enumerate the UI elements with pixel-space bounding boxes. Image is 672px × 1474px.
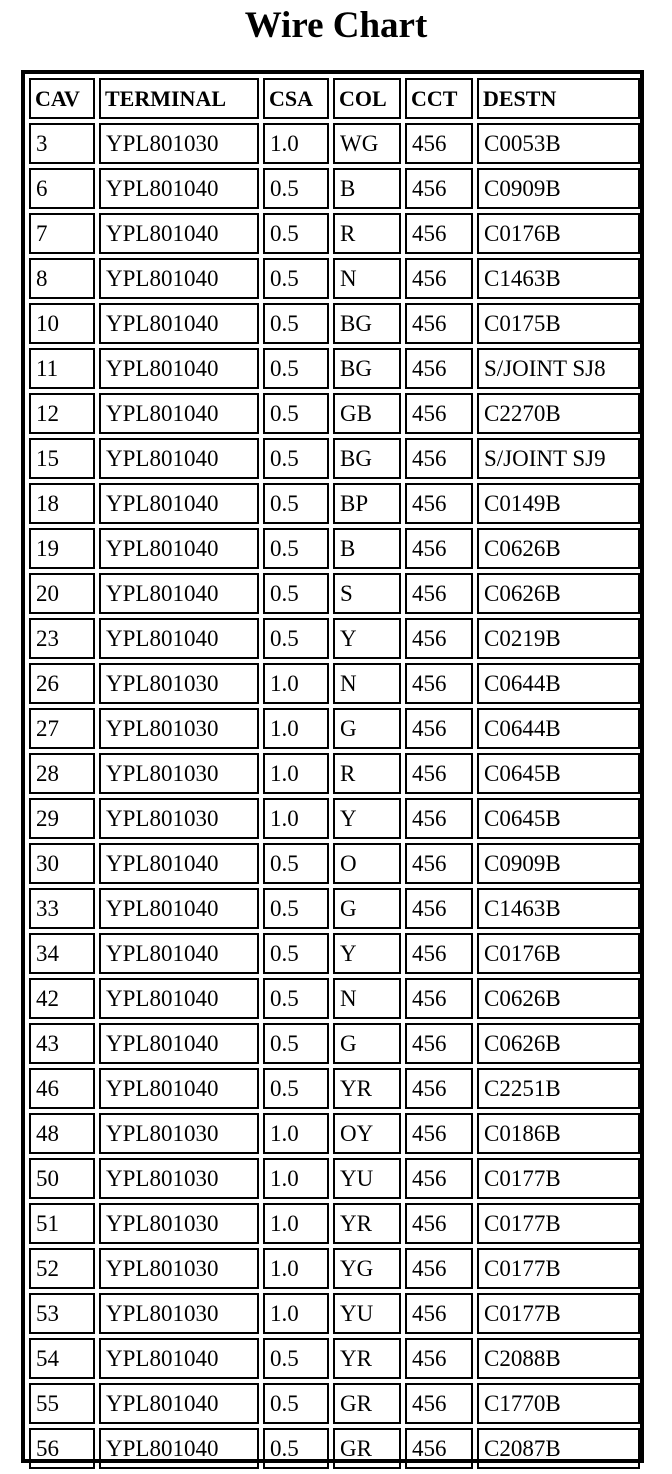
cell-destn: C2251B bbox=[477, 1068, 640, 1109]
cell-cav: 7 bbox=[29, 213, 95, 254]
cell-terminal: YPL801030 bbox=[99, 708, 259, 749]
cell-cav: 54 bbox=[29, 1338, 95, 1379]
table-row bbox=[29, 1113, 640, 1154]
cell-destn: S/JOINT SJ9 bbox=[477, 438, 640, 479]
cell-destn: C0644B bbox=[477, 708, 640, 749]
cell-col: N bbox=[333, 258, 401, 299]
cell-terminal: YPL801040 bbox=[99, 1023, 259, 1064]
cell-cav: 19 bbox=[29, 528, 95, 569]
cell-destn: C0053B bbox=[477, 123, 640, 164]
wire-chart-table bbox=[25, 74, 644, 1473]
cell-col: BG bbox=[333, 348, 401, 389]
cell-csa: 0.5 bbox=[263, 528, 329, 569]
cell-cct: 456 bbox=[405, 1248, 473, 1289]
cell-csa: 0.5 bbox=[263, 888, 329, 929]
table-row bbox=[29, 663, 640, 704]
cell-destn: C0626B bbox=[477, 528, 640, 569]
cell-cct: 456 bbox=[405, 1113, 473, 1154]
cell-destn: C0909B bbox=[477, 168, 640, 209]
cell-terminal: YPL801040 bbox=[99, 573, 259, 614]
cell-cct: 456 bbox=[405, 708, 473, 749]
cell-col: YR bbox=[333, 1338, 401, 1379]
table-row bbox=[29, 618, 640, 659]
cell-terminal: YPL801030 bbox=[99, 753, 259, 794]
cell-col: GR bbox=[333, 1383, 401, 1424]
cell-col: YG bbox=[333, 1248, 401, 1289]
table-row bbox=[29, 348, 640, 389]
cell-destn: C1463B bbox=[477, 888, 640, 929]
wire-chart-table-frame bbox=[21, 70, 644, 1463]
cell-csa: 0.5 bbox=[263, 483, 329, 524]
cell-cav: 48 bbox=[29, 1113, 95, 1154]
column-header-col: COL bbox=[333, 78, 401, 119]
cell-col: N bbox=[333, 978, 401, 1019]
cell-cav: 8 bbox=[29, 258, 95, 299]
cell-csa: 1.0 bbox=[263, 798, 329, 839]
cell-cav: 53 bbox=[29, 1293, 95, 1334]
cell-cav: 29 bbox=[29, 798, 95, 839]
cell-cct: 456 bbox=[405, 528, 473, 569]
cell-col: BG bbox=[333, 438, 401, 479]
cell-cav: 23 bbox=[29, 618, 95, 659]
page-title: Wire Chart bbox=[244, 5, 428, 46]
cell-terminal: YPL801040 bbox=[99, 1428, 259, 1469]
cell-cct: 456 bbox=[405, 753, 473, 794]
cell-csa: 1.0 bbox=[263, 1158, 329, 1199]
cell-cct: 456 bbox=[405, 573, 473, 614]
cell-csa: 1.0 bbox=[263, 1293, 329, 1334]
cell-cct: 456 bbox=[405, 258, 473, 299]
cell-col: YR bbox=[333, 1068, 401, 1109]
cell-cav: 56 bbox=[29, 1428, 95, 1469]
cell-csa: 1.0 bbox=[263, 1248, 329, 1289]
cell-cav: 15 bbox=[29, 438, 95, 479]
cell-csa: 0.5 bbox=[263, 618, 329, 659]
table-header-row bbox=[29, 78, 640, 119]
table-row bbox=[29, 483, 640, 524]
cell-terminal: YPL801030 bbox=[99, 798, 259, 839]
cell-col: GB bbox=[333, 393, 401, 434]
cell-cct: 456 bbox=[405, 618, 473, 659]
cell-csa: 0.5 bbox=[263, 978, 329, 1019]
cell-col: S bbox=[333, 573, 401, 614]
cell-cct: 456 bbox=[405, 1023, 473, 1064]
cell-terminal: YPL801030 bbox=[99, 663, 259, 704]
cell-cav: 3 bbox=[29, 123, 95, 164]
cell-cct: 456 bbox=[405, 213, 473, 254]
cell-col: O bbox=[333, 843, 401, 884]
cell-destn: C0177B bbox=[477, 1158, 640, 1199]
cell-cct: 456 bbox=[405, 843, 473, 884]
cell-col: OY bbox=[333, 1113, 401, 1154]
cell-terminal: YPL801040 bbox=[99, 1068, 259, 1109]
cell-col: Y bbox=[333, 618, 401, 659]
table-row bbox=[29, 708, 640, 749]
cell-destn: C0626B bbox=[477, 978, 640, 1019]
cell-col: GR bbox=[333, 1428, 401, 1469]
cell-csa: 0.5 bbox=[263, 348, 329, 389]
cell-csa: 0.5 bbox=[263, 303, 329, 344]
table-row bbox=[29, 258, 640, 299]
cell-destn: C0219B bbox=[477, 618, 640, 659]
cell-cct: 456 bbox=[405, 1383, 473, 1424]
cell-destn: C0149B bbox=[477, 483, 640, 524]
cell-terminal: YPL801040 bbox=[99, 1338, 259, 1379]
cell-csa: 0.5 bbox=[263, 393, 329, 434]
cell-terminal: YPL801040 bbox=[99, 843, 259, 884]
table-row bbox=[29, 753, 640, 794]
cell-csa: 1.0 bbox=[263, 1113, 329, 1154]
cell-terminal: YPL801040 bbox=[99, 933, 259, 974]
table-row bbox=[29, 1293, 640, 1334]
cell-destn: C0177B bbox=[477, 1248, 640, 1289]
cell-terminal: YPL801040 bbox=[99, 618, 259, 659]
cell-col: G bbox=[333, 1023, 401, 1064]
column-header-destn: DESTN bbox=[477, 78, 640, 119]
table-row bbox=[29, 393, 640, 434]
cell-cav: 34 bbox=[29, 933, 95, 974]
cell-col: G bbox=[333, 708, 401, 749]
cell-cav: 27 bbox=[29, 708, 95, 749]
table-row bbox=[29, 438, 640, 479]
cell-destn: C0909B bbox=[477, 843, 640, 884]
cell-terminal: YPL801040 bbox=[99, 1383, 259, 1424]
cell-col: R bbox=[333, 753, 401, 794]
cell-col: YU bbox=[333, 1293, 401, 1334]
table-row bbox=[29, 1023, 640, 1064]
table-row bbox=[29, 1158, 640, 1199]
cell-csa: 0.5 bbox=[263, 1068, 329, 1109]
cell-cav: 43 bbox=[29, 1023, 95, 1064]
cell-col: BG bbox=[333, 303, 401, 344]
cell-cct: 456 bbox=[405, 303, 473, 344]
table-body bbox=[29, 123, 640, 1469]
cell-cav: 18 bbox=[29, 483, 95, 524]
cell-cct: 456 bbox=[405, 483, 473, 524]
cell-terminal: YPL801040 bbox=[99, 303, 259, 344]
cell-cct: 456 bbox=[405, 168, 473, 209]
cell-destn: C0176B bbox=[477, 933, 640, 974]
table-row bbox=[29, 1068, 640, 1109]
table-row bbox=[29, 213, 640, 254]
cell-destn: C0186B bbox=[477, 1113, 640, 1154]
cell-cct: 456 bbox=[405, 1203, 473, 1244]
cell-destn: C1770B bbox=[477, 1383, 640, 1424]
cell-csa: 1.0 bbox=[263, 753, 329, 794]
cell-csa: 1.0 bbox=[263, 663, 329, 704]
cell-cav: 30 bbox=[29, 843, 95, 884]
cell-cav: 46 bbox=[29, 1068, 95, 1109]
cell-destn: C0645B bbox=[477, 798, 640, 839]
cell-cav: 50 bbox=[29, 1158, 95, 1199]
cell-destn: C2270B bbox=[477, 393, 640, 434]
cell-cav: 55 bbox=[29, 1383, 95, 1424]
cell-destn: C1463B bbox=[477, 258, 640, 299]
cell-cct: 456 bbox=[405, 798, 473, 839]
cell-cct: 456 bbox=[405, 663, 473, 704]
cell-cct: 456 bbox=[405, 933, 473, 974]
cell-destn: C2087B bbox=[477, 1428, 640, 1469]
table-row bbox=[29, 168, 640, 209]
column-header-csa: CSA bbox=[263, 78, 329, 119]
cell-terminal: YPL801040 bbox=[99, 348, 259, 389]
cell-cav: 11 bbox=[29, 348, 95, 389]
table-row bbox=[29, 843, 640, 884]
table-row bbox=[29, 933, 640, 974]
cell-terminal: YPL801030 bbox=[99, 1203, 259, 1244]
cell-terminal: YPL801030 bbox=[99, 1158, 259, 1199]
cell-csa: 0.5 bbox=[263, 573, 329, 614]
cell-csa: 1.0 bbox=[263, 1203, 329, 1244]
cell-cct: 456 bbox=[405, 438, 473, 479]
table-row bbox=[29, 573, 640, 614]
cell-cct: 456 bbox=[405, 393, 473, 434]
cell-destn: C0626B bbox=[477, 573, 640, 614]
cell-cct: 456 bbox=[405, 123, 473, 164]
cell-csa: 0.5 bbox=[263, 843, 329, 884]
cell-terminal: YPL801040 bbox=[99, 168, 259, 209]
cell-destn: C2088B bbox=[477, 1338, 640, 1379]
cell-col: Y bbox=[333, 933, 401, 974]
cell-terminal: YPL801040 bbox=[99, 438, 259, 479]
cell-cct: 456 bbox=[405, 1428, 473, 1469]
table-row bbox=[29, 978, 640, 1019]
cell-terminal: YPL801040 bbox=[99, 258, 259, 299]
cell-col: B bbox=[333, 528, 401, 569]
cell-cav: 51 bbox=[29, 1203, 95, 1244]
cell-destn: C0177B bbox=[477, 1293, 640, 1334]
column-header-terminal: TERMINAL bbox=[99, 78, 259, 119]
cell-csa: 0.5 bbox=[263, 1383, 329, 1424]
cell-destn: C0644B bbox=[477, 663, 640, 704]
table-row bbox=[29, 1203, 640, 1244]
cell-cav: 42 bbox=[29, 978, 95, 1019]
cell-col: R bbox=[333, 213, 401, 254]
cell-csa: 0.5 bbox=[263, 1428, 329, 1469]
cell-cct: 456 bbox=[405, 1068, 473, 1109]
cell-terminal: YPL801030 bbox=[99, 1113, 259, 1154]
cell-terminal: YPL801040 bbox=[99, 483, 259, 524]
cell-terminal: YPL801040 bbox=[99, 978, 259, 1019]
cell-csa: 0.5 bbox=[263, 168, 329, 209]
column-header-cav: CAV bbox=[29, 78, 95, 119]
cell-terminal: YPL801040 bbox=[99, 393, 259, 434]
cell-terminal: YPL801030 bbox=[99, 1293, 259, 1334]
cell-col: Y bbox=[333, 798, 401, 839]
cell-col: WG bbox=[333, 123, 401, 164]
cell-cav: 6 bbox=[29, 168, 95, 209]
cell-terminal: YPL801040 bbox=[99, 528, 259, 569]
cell-terminal: YPL801040 bbox=[99, 888, 259, 929]
cell-destn: C0175B bbox=[477, 303, 640, 344]
cell-col: G bbox=[333, 888, 401, 929]
cell-cav: 10 bbox=[29, 303, 95, 344]
cell-csa: 0.5 bbox=[263, 1023, 329, 1064]
table-row bbox=[29, 1248, 640, 1289]
table-row bbox=[29, 303, 640, 344]
cell-csa: 0.5 bbox=[263, 1338, 329, 1379]
cell-cct: 456 bbox=[405, 888, 473, 929]
cell-csa: 1.0 bbox=[263, 123, 329, 164]
cell-cav: 12 bbox=[29, 393, 95, 434]
cell-cct: 456 bbox=[405, 1293, 473, 1334]
cell-csa: 0.5 bbox=[263, 933, 329, 974]
column-header-cct: CCT bbox=[405, 78, 473, 119]
cell-cav: 28 bbox=[29, 753, 95, 794]
cell-cct: 456 bbox=[405, 348, 473, 389]
cell-destn: C0645B bbox=[477, 753, 640, 794]
cell-col: YR bbox=[333, 1203, 401, 1244]
cell-csa: 0.5 bbox=[263, 438, 329, 479]
cell-terminal: YPL801040 bbox=[99, 213, 259, 254]
cell-cct: 456 bbox=[405, 978, 473, 1019]
cell-col: YU bbox=[333, 1158, 401, 1199]
cell-cav: 20 bbox=[29, 573, 95, 614]
table-row bbox=[29, 798, 640, 839]
cell-col: B bbox=[333, 168, 401, 209]
cell-cav: 33 bbox=[29, 888, 95, 929]
cell-cav: 26 bbox=[29, 663, 95, 704]
cell-destn: C0176B bbox=[477, 213, 640, 254]
cell-destn: C0177B bbox=[477, 1203, 640, 1244]
cell-csa: 0.5 bbox=[263, 258, 329, 299]
cell-cct: 456 bbox=[405, 1158, 473, 1199]
table-row bbox=[29, 528, 640, 569]
cell-destn: S/JOINT SJ8 bbox=[477, 348, 640, 389]
cell-csa: 1.0 bbox=[263, 708, 329, 749]
cell-terminal: YPL801030 bbox=[99, 1248, 259, 1289]
cell-col: BP bbox=[333, 483, 401, 524]
cell-terminal: YPL801030 bbox=[99, 123, 259, 164]
table-row bbox=[29, 1383, 640, 1424]
cell-col: N bbox=[333, 663, 401, 704]
table-row bbox=[29, 888, 640, 929]
cell-destn: C0626B bbox=[477, 1023, 640, 1064]
table-row bbox=[29, 1428, 640, 1469]
cell-cct: 456 bbox=[405, 1338, 473, 1379]
cell-cav: 52 bbox=[29, 1248, 95, 1289]
table-row bbox=[29, 1338, 640, 1379]
cell-csa: 0.5 bbox=[263, 213, 329, 254]
table-row bbox=[29, 123, 640, 164]
